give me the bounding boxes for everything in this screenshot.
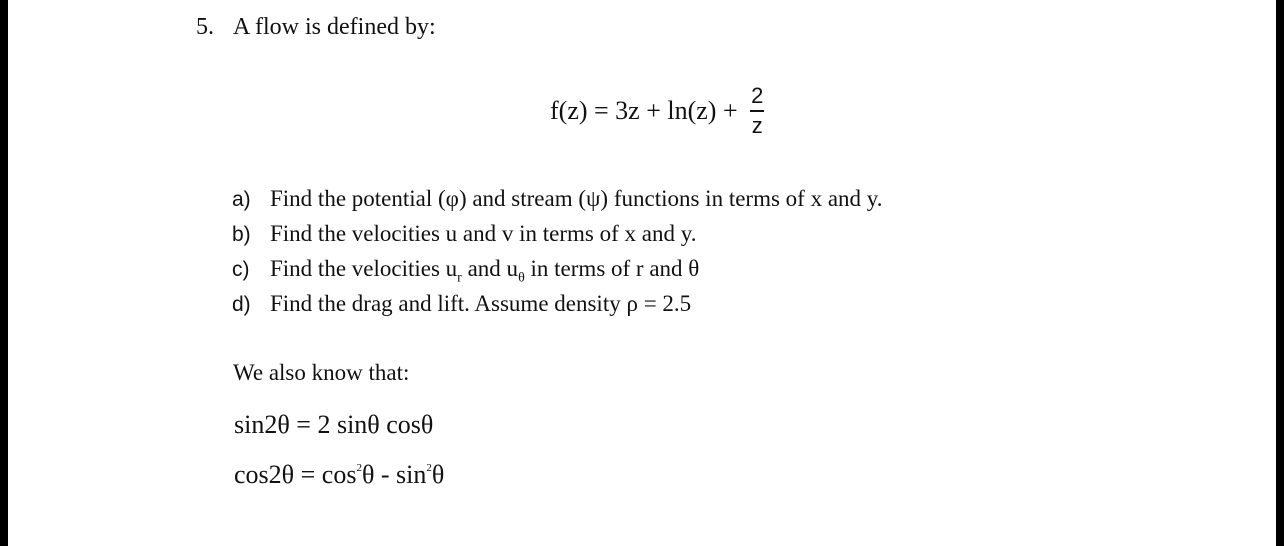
- identity-part: θ: [431, 460, 445, 489]
- question-text: A flow is defined by:: [233, 14, 436, 40]
- subquestion-text-part: in terms of r and θ: [524, 256, 700, 281]
- subquestion-text-part: and u: [461, 256, 519, 281]
- formula-fraction: [748, 84, 766, 138]
- subquestion-text: Find the drag and lift. Assume density ρ = 2.5: [270, 291, 692, 316]
- subquestion-text: Find the potential (φ) and stream (ψ) functions in terms of x and y.: [270, 186, 883, 211]
- identity-part: θ - sin: [361, 460, 427, 489]
- question-number: 5.: [196, 14, 214, 40]
- document-page: [8, 0, 1276, 546]
- subquestion-letter: a): [232, 188, 251, 211]
- subquestion-letter: c): [232, 258, 250, 281]
- identity-part: cos2θ = cos: [234, 460, 357, 489]
- superscript-two: 2: [426, 462, 432, 474]
- fraction-bar: [750, 110, 764, 112]
- subscript-theta: θ: [518, 270, 525, 286]
- subquestion-letter: d): [232, 293, 251, 316]
- identity-sin2theta: sin2θ = 2 sinθ cosθ: [234, 410, 434, 439]
- superscript-two: 2: [356, 462, 362, 474]
- identity-cos2theta: [234, 460, 444, 490]
- formula-lhs: f(z) = 3z + ln(z) +: [550, 96, 738, 125]
- flow-formula: [550, 84, 766, 138]
- also-know-text: We also know that:: [233, 360, 410, 385]
- subscript-r: r: [457, 270, 462, 286]
- subquestion-text: [270, 256, 699, 287]
- subquestion-text-part: Find the velocities u: [270, 256, 458, 281]
- fraction-numerator: 2: [751, 83, 764, 108]
- subquestion-letter: b): [232, 223, 251, 246]
- subquestion-text: Find the velocities u and v in terms of x and y.: [270, 221, 697, 246]
- fraction-denominator: z: [751, 113, 763, 138]
